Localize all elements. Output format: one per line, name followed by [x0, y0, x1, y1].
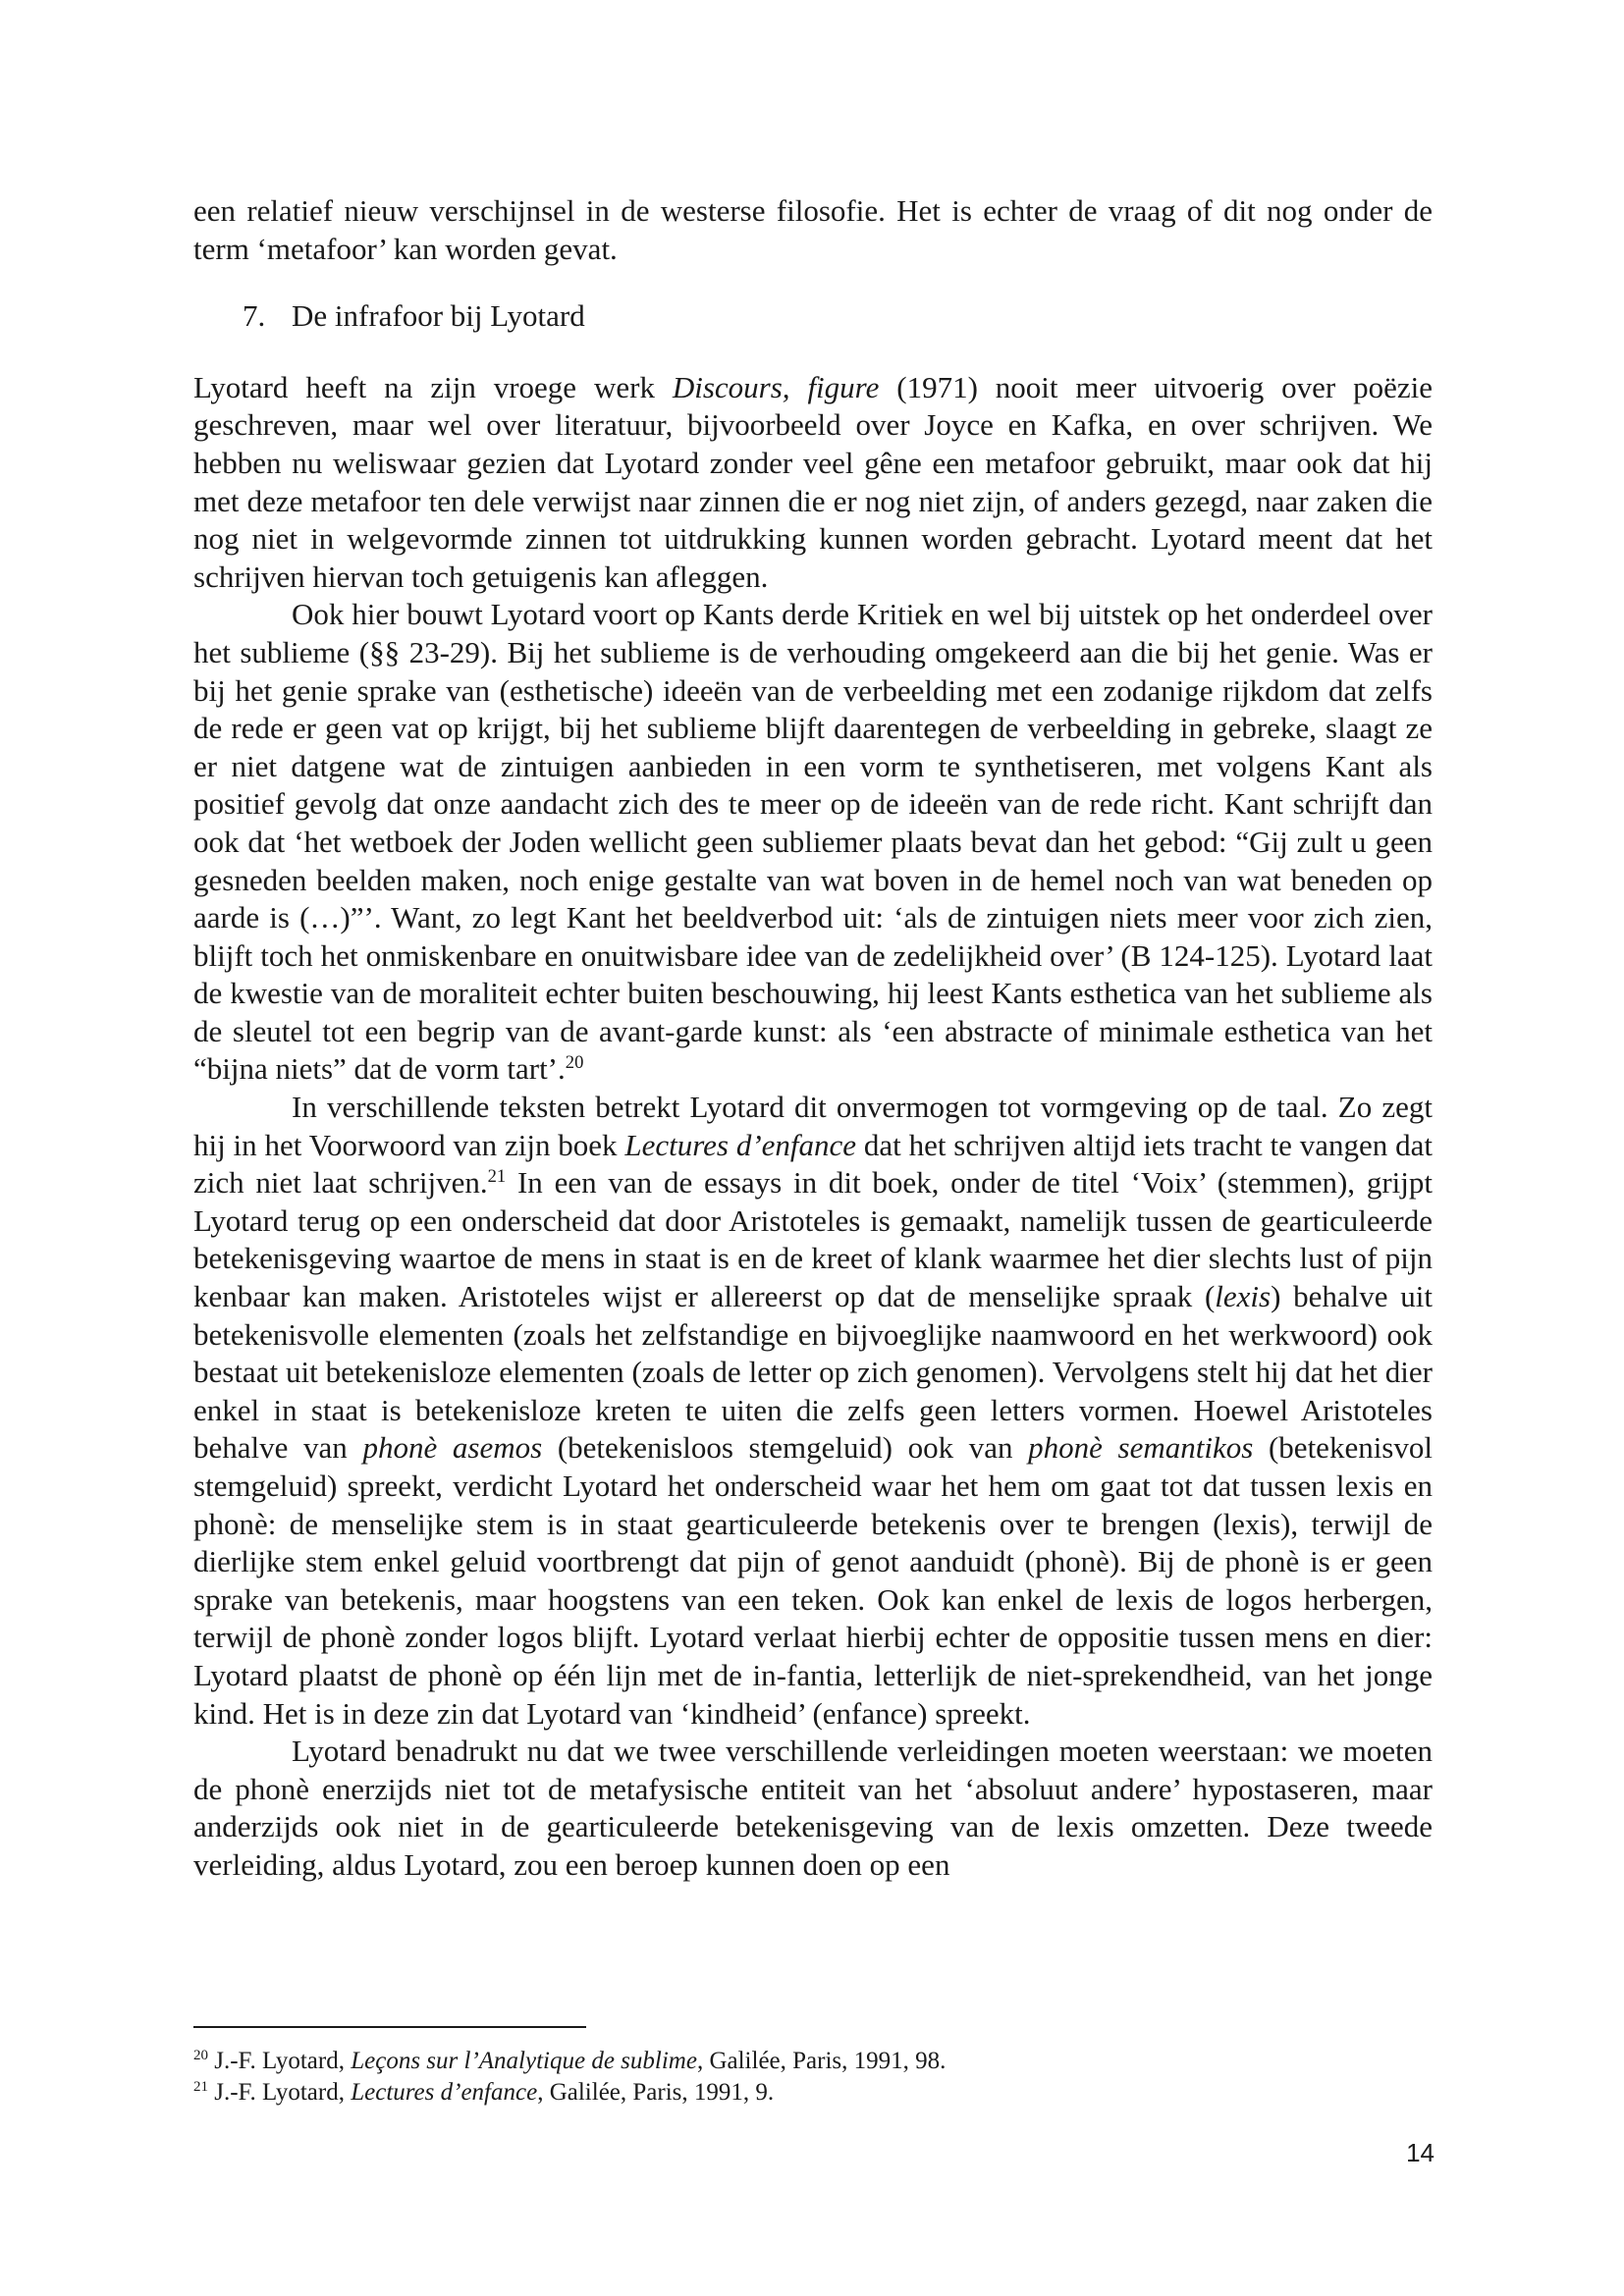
p3-italic-phone-asemos: phonè asemos [362, 1430, 543, 1466]
section-number: 7. [243, 298, 266, 334]
footnote-text: , Galilée, Paris, 1991, 9. [537, 2079, 775, 2106]
footnote-number: 21 [193, 2079, 208, 2095]
footnote-title: Lectures d’enfance [351, 2079, 538, 2106]
section-title: De infrafoor bij Lyotard [292, 298, 585, 334]
p3-italic-lexis: lexis [1215, 1279, 1272, 1314]
p1-text-b: (1971) nooit meer uitvoerig over poëzie geschreven, maar wel over literatuur, bijvoorbeeld over Joyce en Kafka, en over schrijven. We hebben nu weliswaar gezien dat Lyotard zonder veel gêne een metafoor gebruikt, maar ook dat hij met deze metafoor ten dele verwijst naar zinnen die er nog niet zijn, of anders gezegd, naar zaken die nog niet in welgevormde zinnen tot uitdrukking kunnen worden gebracht. Lyotard meent dat het schrijven hiervan toch getuigenis kan afleggen. [193, 369, 1433, 594]
paragraph-2 [193, 596, 1433, 1089]
p3-text-b: dat het schrijven altijd iets tracht te vangen dat zich niet laat schrijven. [193, 1127, 1433, 1201]
footnote-21 [193, 2077, 1433, 2109]
footnote-separator [193, 2026, 586, 2028]
body-text [193, 192, 1433, 1885]
footnote-ref-21[interactable]: 21 [487, 1166, 507, 1188]
p3-text-a: In verschillende teksten betrekt Lyotard dit onvermogen tot vormgeving op de taal. Zo zegt hij in het Voorwoord van zijn boek [193, 1090, 1433, 1162]
p1-text-a: Lyotard heeft na zijn vroege werk [193, 369, 673, 404]
footnote-ref-20[interactable]: 20 [565, 1052, 584, 1074]
paragraph-1 [193, 369, 1433, 597]
footnote-text: J.-F. Lyotard, [208, 2048, 352, 2074]
page-number: 14 [1406, 2138, 1435, 2167]
footnote-number: 20 [193, 2048, 208, 2063]
footnote-title: Leçons sur l’Analytique de sublime [351, 2048, 697, 2074]
p3-italic-phone-semantikos: phonè semantikos [1028, 1430, 1254, 1466]
p3-text-c: In een van de essays in dit boek, onder de titel ‘Voix’ (stemmen), grijpt Lyotard terug op een onderscheid dat door Aristoteles is gemaakt, namelijk tussen de gearticuleerde betekenisgeving waartoe de mens in staat is en de kreet of klank waarmee het dier slechts lust of pijn kenbaar kan maken. Aristoteles wijst er allereerst op dat de menselijke spraak ( [193, 1165, 1433, 1314]
p1-italic-title: Discours, figure [672, 369, 880, 404]
footnote-20 [193, 2046, 1433, 2077]
paragraph-3 [193, 1089, 1433, 1733]
p3-text-e: (betekenisloos stemgeluid) ook van [542, 1430, 1029, 1466]
paragraph-4: Lyotard benadrukt nu dat we twee verschillende verleidingen moeten weerstaan: we moeten de phonè enerzijds niet tot de metafysische entiteit van het ‘absoluut andere’ hypostaseren, maar anderzijds ook niet in de gearticuleerde betekenisgeving van de lexis omzetten. Deze tweede verleiding, aldus Lyotard, zou een beroep kunnen doen op een [193, 1734, 1433, 1882]
p2-text-a: Ook hier bouwt Lyotard voort op Kants derde Kritiek en wel bij uitstek op het onderdeel over het sublieme (§§ 23-29). Bij het sublieme is de verhouding omgekeerd aan die bij het genie. Was er bij het genie sprake van (esthetische) ideeën van de verbeelding met een zodanige rijkdom dat zelfs de rede er geen vat op krijgt, bij het sublieme blijft daarentegen de verbeelding in gebreke, slaagt ze er niet datgene wat de zintuigen aanbieden in een vorm te synthetiseren, met volgens Kant als positief gevolg dat onze aandacht zich des te meer op de ideeën van de rede richt. Kant schrijft dan ook dat ‘het wetboek der Joden wellicht geen subliemer plaats bevat dan het gebod: “Gij zult u geen gesneden beelden maken, noch enige gestalte van wat boven in de hemel noch van wat beneden op aarde is (…)”’. Want, zo legt Kant het beeldverbod uit: ‘als de zintuigen niets meer voor zich zien, blijft toch het onmiskenbare en onuitwisbare idee van de zedelijkheid over’ (B 124-125). Lyotard laat de kwestie van de moraliteit echter buiten beschouwing, hij leest Kants esthetica van het sublieme als de sleutel tot een begrip van de avant-garde kunst: als ‘een abstracte of minimale esthetica van het “bijna niets” dat de vorm tart’. [193, 597, 1433, 1087]
footnotes [193, 2046, 1433, 2109]
p3-italic-title: Lectures d’enfance [624, 1127, 857, 1162]
section-heading [193, 297, 1433, 336]
footnote-text: , Galilée, Paris, 1991, 98. [696, 2048, 947, 2074]
p3-text-f: (betekenisvol stemgeluid) spreekt, verdicht Lyotard het onderscheid waar het hem om gaat tot dat tussen lexis en phonè: de menselijke stem is in staat gearticuleerde betekenis over te brengen (lexis), terwijl de dierlijke stem enkel geluid voortbrengt dat pijn of genot aanduidt (phonè). Bij de phonè is er geen sprake van betekenis, maar hoogstens van een teken. Ook kan enkel de lexis de logos herbergen, terwijl de phonè zonder logos blijft. Lyotard verlaat hierbij echter de oppositie tussen mens en dier: Lyotard plaatst de phonè op één lijn met de in-fantia, letterlijk de niet-sprekendheid, van het jonge kind. Het is in deze zin dat Lyotard van ‘kindheid’ (enfance) spreekt. [193, 1430, 1433, 1731]
intro-paragraph: een relatief nieuw verschijnsel in de westerse filosofie. Het is echter de vraag of dit nog onder de term ‘metafoor’ kan worden gevat. [193, 193, 1433, 266]
p3-text-d: ) behalve uit betekenisvolle elementen (zoals het zelfstandige en bijvoeglijke naamwoord en het werkwoord) ook bestaat uit betekenisloze elementen (zoals de letter op zich genomen). Vervolgens stelt hij dat het dier enkel in staat is betekenisloze kreten te uiten die zelfs geen letters vormen. Hoewel Aristoteles behalve van [193, 1279, 1433, 1466]
footnote-text: J.-F. Lyotard, [208, 2079, 352, 2106]
